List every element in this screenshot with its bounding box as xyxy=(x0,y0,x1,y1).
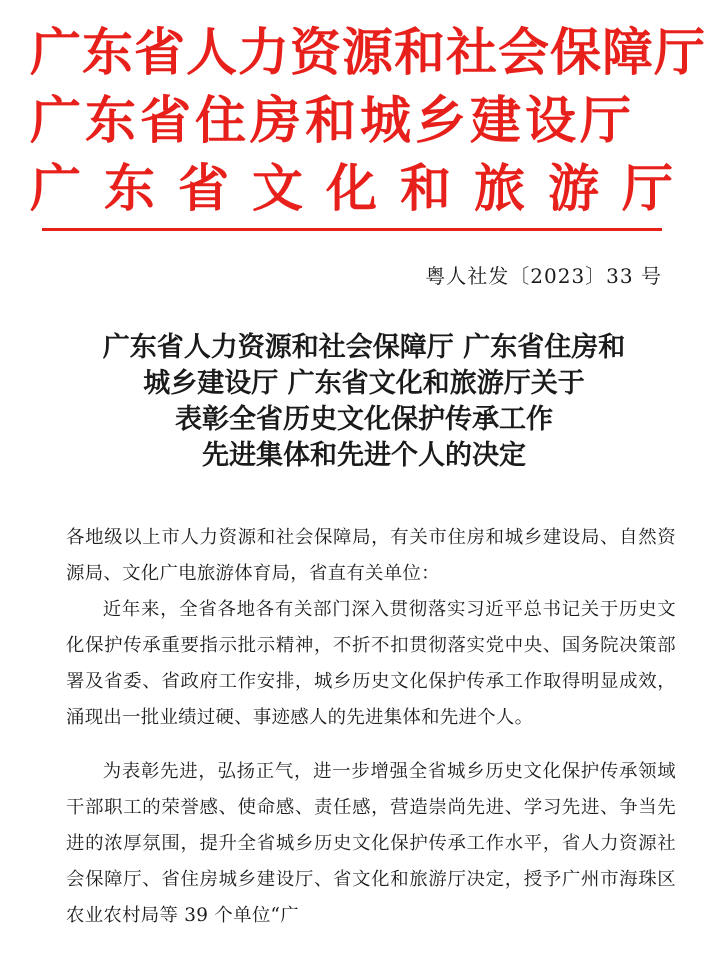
issuer-culture-tourism: 广东省文化和旅游厅 xyxy=(30,160,697,219)
document-number: 粤人社发〔2023〕33 号 xyxy=(425,264,662,288)
addressee: 各地级以上市人力资源和社会保障局，有关市住房和城乡建设局、自然资源局、文化广电旅游体育局，省直有关单位： xyxy=(66,527,676,584)
body-paragraph-2: 为表彰先进，弘扬正气，进一步增强全省城乡历史文化保护传承领域干部职工的荣誉感、使命感、责任感，营造崇尚先进、学习先进、争当先进的浓厚氛围，提升全省城乡历史文化保护传承工作水平，省人力资源社会保障厅、省住房城乡建设厅、省文化和旅游厅决定，授予广州市海珠区农业农村局等 39 个单位“广 xyxy=(66,761,676,926)
issuer-housing: 广东省住房和城乡建设厅 xyxy=(30,92,636,151)
title-line: 城乡建设厅 广东省文化和旅游厅关于 xyxy=(143,368,585,399)
issuer-header xyxy=(30,20,707,224)
title-line: 广东省人力资源和社会保障厅 广东省住房和 xyxy=(102,332,626,363)
red-divider xyxy=(42,228,662,231)
issuer-hrss: 广东省人力资源和社会保障厅 xyxy=(30,24,707,83)
body-paragraph-1: 近年来，全省各地各有关部门深入贯彻落实习近平总书记关于历史文化保护传承重要指示批示精神，不折不扣贯彻落实党中央、国务院决策部署及省委、省政府工作安排，城乡历史文化保护传承工作取得明显成效，涌现出一批业绩过硬、事迹感人的先进集体和先进个人。 xyxy=(66,599,676,728)
document-title xyxy=(40,330,688,474)
document-body xyxy=(66,520,676,934)
title-line: 先进集体和先进个人的决定 xyxy=(202,440,526,471)
title-line: 表彰全省历史文化保护传承工作 xyxy=(175,404,553,435)
